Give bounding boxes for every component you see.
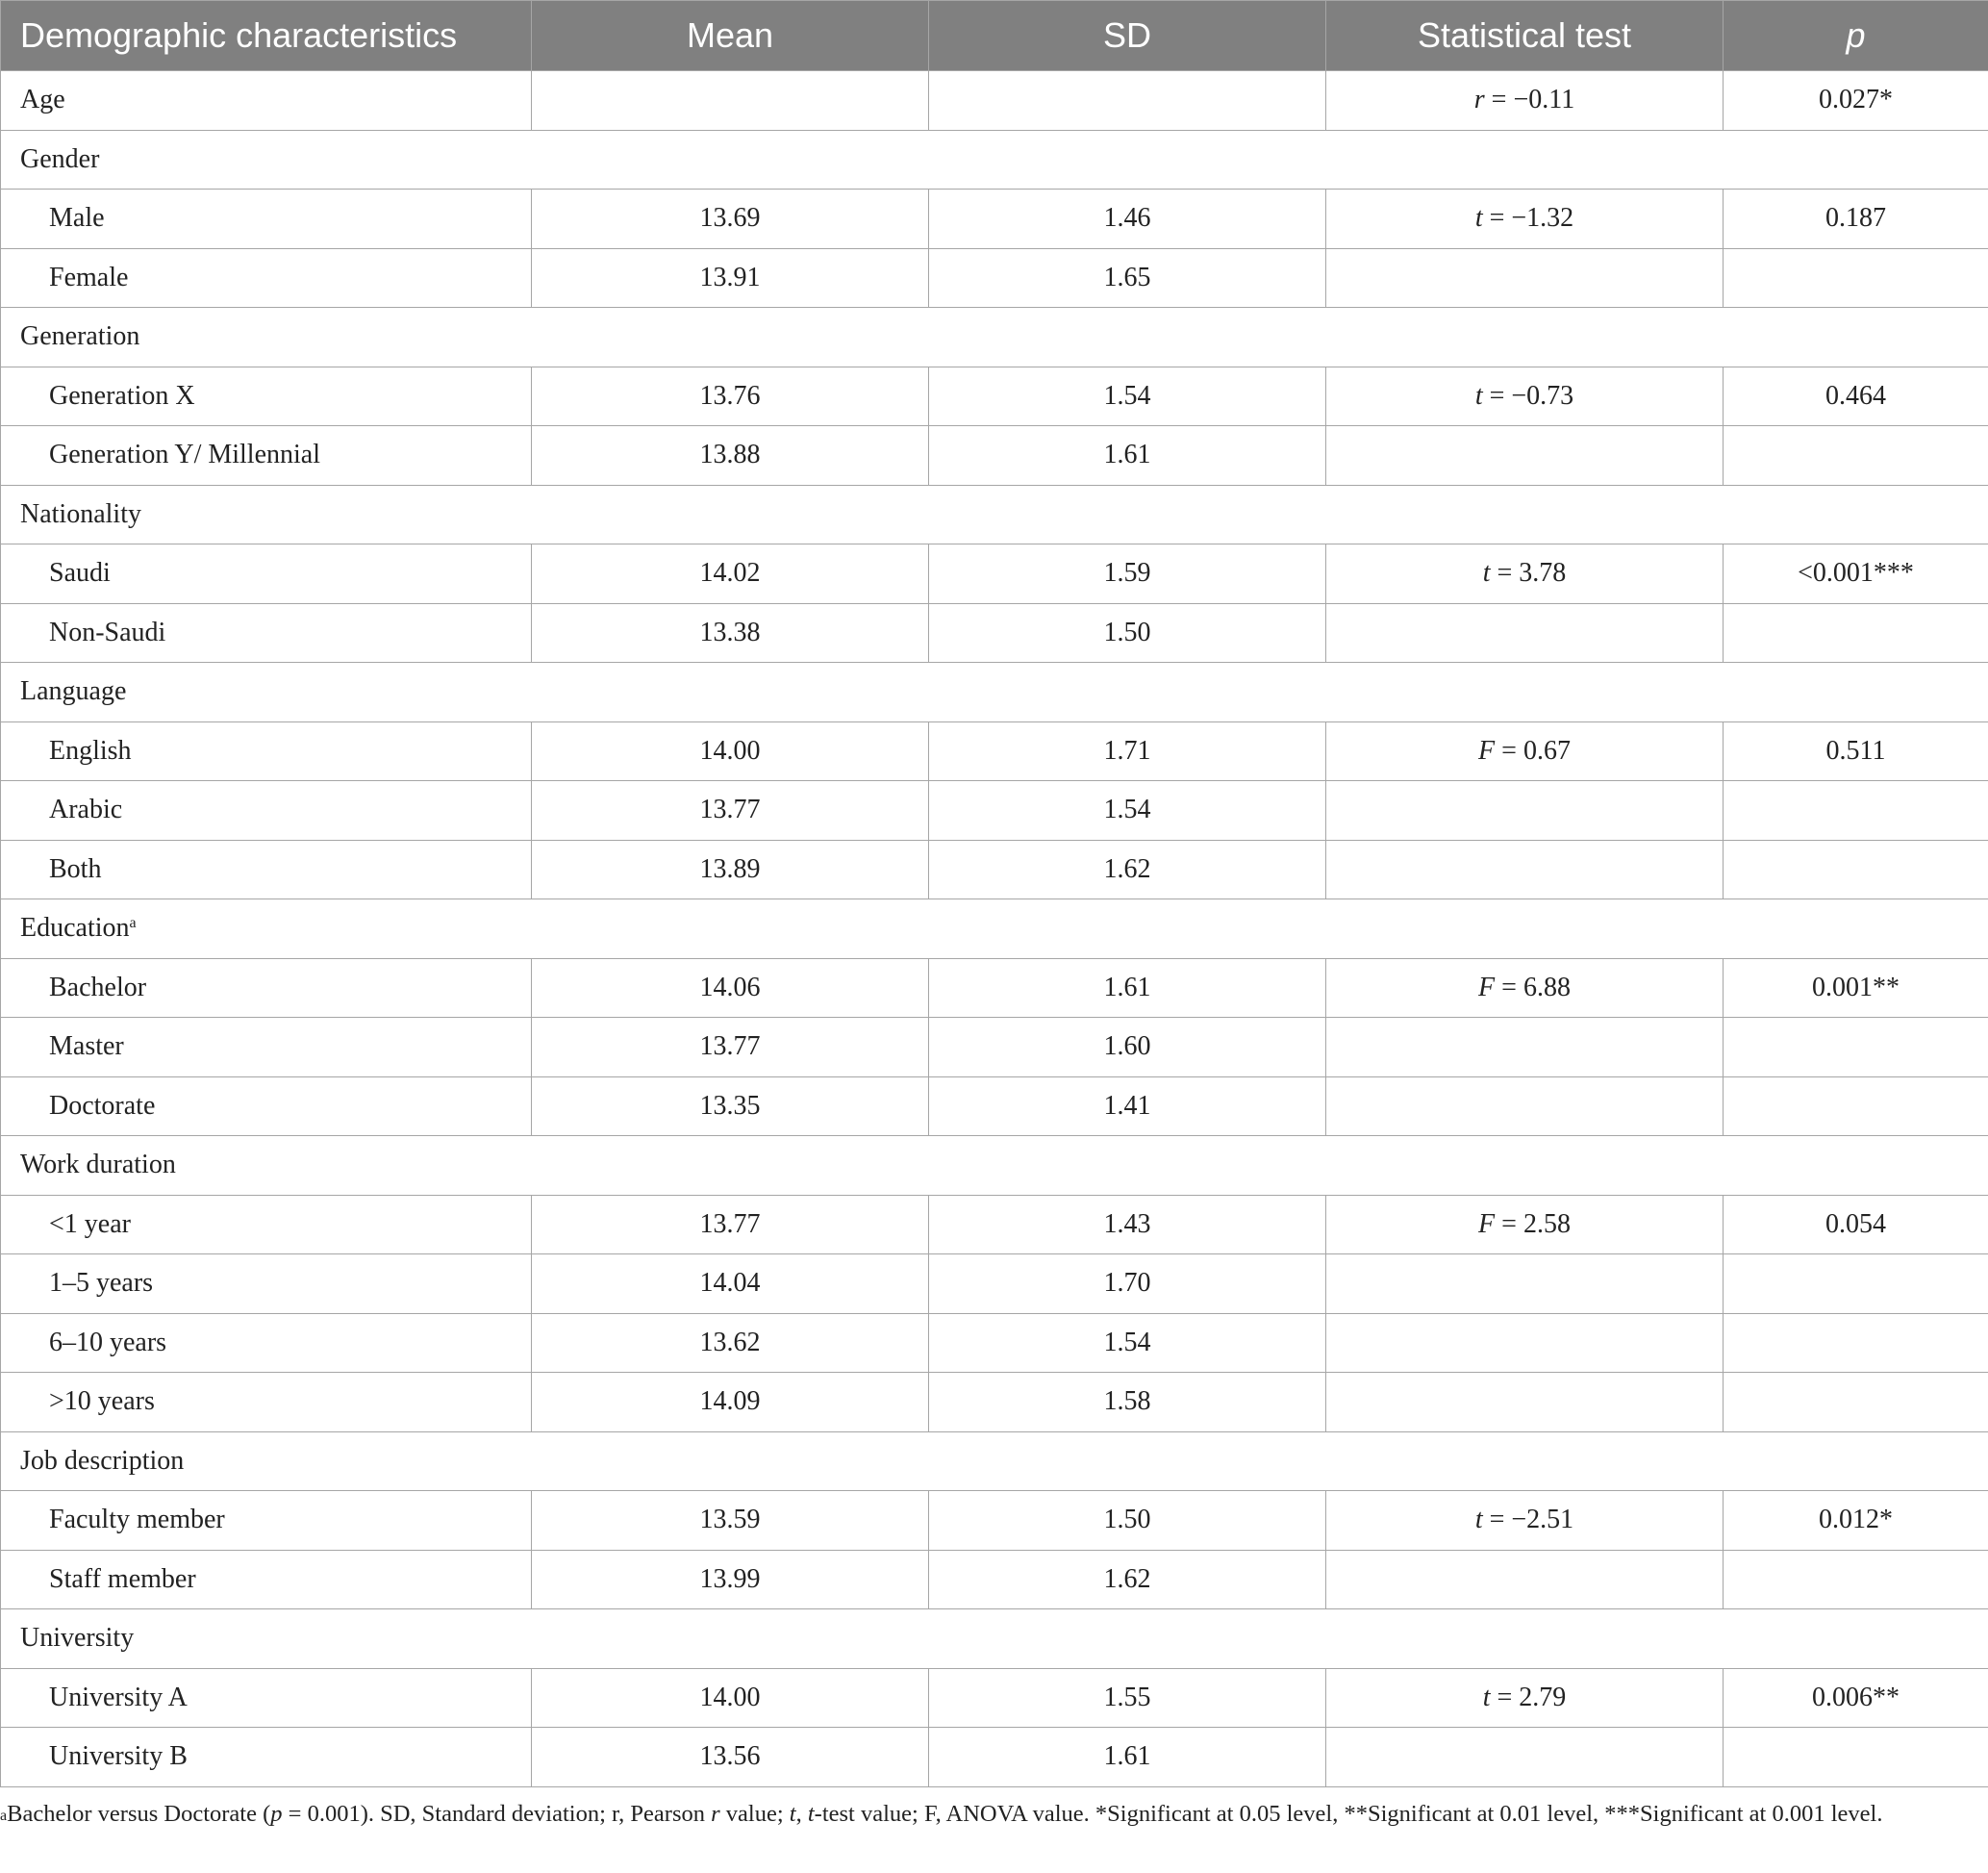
stat-variable: F	[1478, 735, 1496, 766]
table-row	[1, 603, 1988, 663]
stat-test-cell	[1326, 721, 1724, 781]
group-label: University	[1, 1609, 1988, 1669]
table-row	[1, 367, 1988, 426]
group-row	[1, 663, 1988, 722]
row-label: Generation Y/ Millennial	[1, 426, 532, 486]
row-label: University A	[1, 1668, 532, 1728]
p-value-cell	[1724, 426, 1988, 486]
header-p	[1724, 1, 1988, 71]
mean-cell: 13.89	[532, 840, 929, 899]
header-mean: Mean	[532, 1, 929, 71]
header-sd: SD	[929, 1, 1326, 71]
table-header-row	[1, 1, 1988, 71]
row-label: Female	[1, 248, 532, 308]
footnote-marker: a	[0, 1808, 8, 1824]
stat-value: = 2.58	[1495, 1208, 1571, 1239]
stat-variable: t	[1474, 203, 1483, 234]
p-value-cell	[1724, 1076, 1988, 1136]
group-label: Work duration	[1, 1136, 1988, 1196]
footnote-italic-p: p	[270, 1801, 283, 1827]
footnote-italic-t: t	[789, 1801, 796, 1827]
stat-test-cell	[1326, 1550, 1724, 1609]
row-label: Generation X	[1, 367, 532, 426]
table-footnote	[0, 1797, 1972, 1832]
mean-cell: 13.62	[532, 1313, 929, 1373]
group-row	[1, 899, 1988, 959]
p-value-cell: <0.001***	[1724, 544, 1988, 604]
p-value-cell: 0.006**	[1724, 1668, 1988, 1728]
group-label: Job description	[1, 1431, 1988, 1491]
stat-test-cell	[1326, 71, 1724, 131]
p-value-cell	[1724, 1373, 1988, 1432]
group-label: Generation	[1, 308, 1988, 367]
sd-cell: 1.46	[929, 190, 1326, 249]
row-label: Doctorate	[1, 1076, 532, 1136]
p-value-cell	[1724, 1018, 1988, 1077]
footnote-text: -test value; F, ANOVA value. *Significant at 0.05 level, **Significant at 0.01 level, ***Significant at 0.001 level.	[814, 1801, 1883, 1827]
group-label: Nationality	[1, 485, 1988, 544]
mean-cell: 13.38	[532, 603, 929, 663]
footnote-italic-t: t	[807, 1801, 815, 1827]
p-value-cell	[1724, 1550, 1988, 1609]
mean-cell: 13.77	[532, 1018, 929, 1077]
footnote-marker: a	[129, 915, 137, 932]
sd-cell	[929, 71, 1326, 131]
header-demographic: Demographic characteristics	[1, 1, 532, 71]
sd-cell: 1.71	[929, 721, 1326, 781]
footnote-text: Bachelor versus Doctorate (	[7, 1801, 271, 1827]
mean-cell: 13.99	[532, 1550, 929, 1609]
p-value-cell	[1724, 1313, 1988, 1373]
mean-cell: 14.02	[532, 544, 929, 604]
sd-cell: 1.54	[929, 1313, 1326, 1373]
stat-test-cell	[1326, 190, 1724, 249]
p-value-cell	[1724, 1254, 1988, 1314]
mean-cell: 14.00	[532, 721, 929, 781]
row-label: Both	[1, 840, 532, 899]
stat-test-cell	[1326, 1076, 1724, 1136]
stat-test-cell	[1326, 1254, 1724, 1314]
stat-variable: t	[1482, 558, 1491, 589]
stat-test-cell	[1326, 840, 1724, 899]
p-value-cell	[1724, 248, 1988, 308]
mean-cell	[532, 71, 929, 131]
p-value-cell: 0.511	[1724, 721, 1988, 781]
row-label: Staff member	[1, 1550, 532, 1609]
stat-test-cell	[1326, 1313, 1724, 1373]
p-value-cell: 0.187	[1724, 190, 1988, 249]
table-row	[1, 544, 1988, 604]
row-label: Faculty member	[1, 1491, 532, 1551]
row-label: University B	[1, 1728, 532, 1787]
group-label: Gender	[1, 130, 1988, 190]
table-row	[1, 1313, 1988, 1373]
mean-cell: 13.88	[532, 426, 929, 486]
row-label: Bachelor	[1, 958, 532, 1018]
stat-value: = 0.67	[1495, 735, 1571, 766]
table-row	[1, 426, 1988, 486]
stat-variable: t	[1474, 380, 1483, 411]
group-label: Education	[20, 913, 130, 944]
stat-value: = −0.11	[1484, 85, 1575, 115]
stat-value: = 2.79	[1490, 1682, 1567, 1712]
group-row	[1, 130, 1988, 190]
stat-test-cell	[1326, 544, 1724, 604]
footnote-text: = 0.001). SD, Standard deviation; r, Pearson	[282, 1801, 712, 1827]
group-label-cell	[1, 899, 1988, 959]
mean-cell: 13.77	[532, 1195, 929, 1254]
p-value-cell	[1724, 1728, 1988, 1787]
stat-value: = 3.78	[1490, 558, 1567, 589]
sd-cell: 1.41	[929, 1076, 1326, 1136]
table-row	[1, 958, 1988, 1018]
table-row	[1, 248, 1988, 308]
stat-test-cell	[1326, 781, 1724, 841]
p-value-cell	[1724, 603, 1988, 663]
p-value-cell: 0.054	[1724, 1195, 1988, 1254]
p-value-cell: 0.027*	[1724, 71, 1988, 131]
sd-cell: 1.61	[929, 1728, 1326, 1787]
row-label: <1 year	[1, 1195, 532, 1254]
mean-cell: 13.77	[532, 781, 929, 841]
stat-value: = 6.88	[1495, 972, 1571, 1002]
header-statistical-test: Statistical test	[1326, 1, 1724, 71]
stat-test-cell	[1326, 603, 1724, 663]
footnote-italic-r: r	[711, 1801, 720, 1827]
table-row	[1, 1728, 1988, 1787]
table-row	[1, 1668, 1988, 1728]
stat-test-cell	[1326, 248, 1724, 308]
mean-cell: 14.00	[532, 1668, 929, 1728]
row-label: 1–5 years	[1, 1254, 532, 1314]
table-row	[1, 1491, 1988, 1551]
stat-variable: r	[1473, 85, 1485, 115]
table-row	[1, 71, 1988, 131]
stat-variable: F	[1478, 972, 1496, 1002]
p-value-cell: 0.001**	[1724, 958, 1988, 1018]
mean-cell: 14.04	[532, 1254, 929, 1314]
sd-cell: 1.70	[929, 1254, 1326, 1314]
sd-cell: 1.62	[929, 1550, 1326, 1609]
sd-cell: 1.54	[929, 367, 1326, 426]
p-value-cell	[1724, 781, 1988, 841]
group-row	[1, 1431, 1988, 1491]
mean-cell: 13.59	[532, 1491, 929, 1551]
stat-test-cell	[1326, 1728, 1724, 1787]
stat-variable: t	[1474, 1505, 1483, 1535]
mean-cell: 13.35	[532, 1076, 929, 1136]
stat-variable: F	[1478, 1208, 1496, 1239]
row-label: English	[1, 721, 532, 781]
mean-cell: 13.91	[532, 248, 929, 308]
mean-cell: 13.76	[532, 367, 929, 426]
group-row	[1, 1609, 1988, 1669]
sd-cell: 1.61	[929, 958, 1326, 1018]
row-label: Master	[1, 1018, 532, 1077]
stat-test-cell	[1326, 1373, 1724, 1432]
p-value-cell	[1724, 840, 1988, 899]
stat-variable: t	[1482, 1682, 1491, 1712]
stat-value: = −0.73	[1482, 380, 1574, 411]
sd-cell: 1.60	[929, 1018, 1326, 1077]
stat-value: = −2.51	[1482, 1505, 1574, 1535]
stat-test-cell	[1326, 426, 1724, 486]
table-row	[1, 1254, 1988, 1314]
mean-cell: 14.06	[532, 958, 929, 1018]
mean-cell: 14.09	[532, 1373, 929, 1432]
sd-cell: 1.50	[929, 603, 1326, 663]
table-row	[1, 1373, 1988, 1432]
mean-cell: 13.69	[532, 190, 929, 249]
row-label: Arabic	[1, 781, 532, 841]
table-row	[1, 190, 1988, 249]
row-label: 6–10 years	[1, 1313, 532, 1373]
sd-cell: 1.50	[929, 1491, 1326, 1551]
sd-cell: 1.55	[929, 1668, 1326, 1728]
stat-test-cell	[1326, 1195, 1724, 1254]
mean-cell: 13.56	[532, 1728, 929, 1787]
stat-value: = −1.32	[1482, 203, 1574, 234]
group-label: Language	[1, 663, 1988, 722]
table-row	[1, 721, 1988, 781]
footnote-text: value;	[719, 1801, 790, 1827]
table-row	[1, 840, 1988, 899]
stat-test-cell	[1326, 1668, 1724, 1728]
sd-cell: 1.59	[929, 544, 1326, 604]
stat-test-cell	[1326, 1018, 1724, 1077]
row-label: >10 years	[1, 1373, 532, 1432]
sd-cell: 1.62	[929, 840, 1326, 899]
table-row	[1, 1550, 1988, 1609]
stat-test-cell	[1326, 1491, 1724, 1551]
p-value-cell: 0.464	[1724, 367, 1988, 426]
sd-cell: 1.65	[929, 248, 1326, 308]
group-row	[1, 485, 1988, 544]
stat-test-cell	[1326, 367, 1724, 426]
table-row	[1, 1018, 1988, 1077]
row-label: Saudi	[1, 544, 532, 604]
sd-cell: 1.54	[929, 781, 1326, 841]
group-row	[1, 1136, 1988, 1196]
sd-cell: 1.58	[929, 1373, 1326, 1432]
sd-cell: 1.43	[929, 1195, 1326, 1254]
row-label: Age	[1, 71, 532, 131]
sd-cell: 1.61	[929, 426, 1326, 486]
table-row	[1, 781, 1988, 841]
stat-test-cell	[1326, 958, 1724, 1018]
footnote-text: ,	[795, 1801, 808, 1827]
p-value-cell: 0.012*	[1724, 1491, 1988, 1551]
group-row	[1, 308, 1988, 367]
header-p-text: p	[1846, 15, 1866, 55]
table-row	[1, 1076, 1988, 1136]
row-label: Male	[1, 190, 532, 249]
table-row	[1, 1195, 1988, 1254]
row-label: Non-Saudi	[1, 603, 532, 663]
